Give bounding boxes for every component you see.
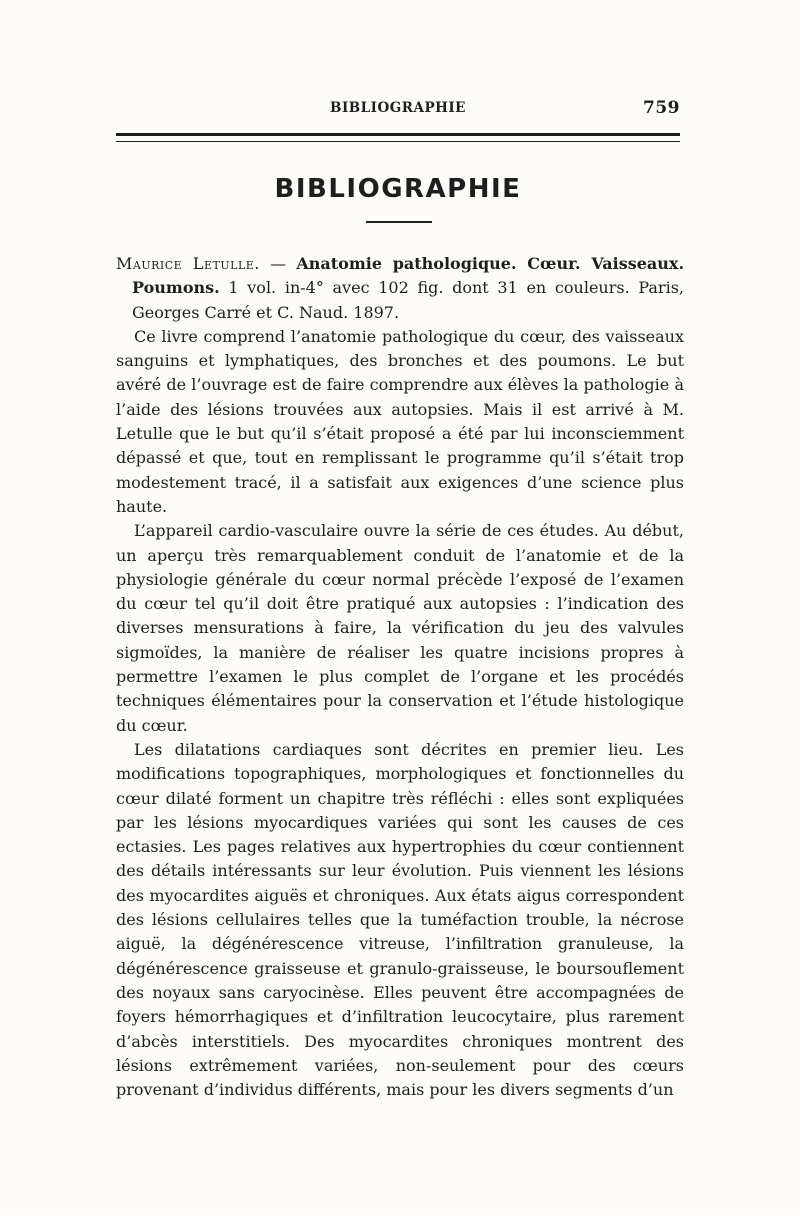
entry-dash: — xyxy=(259,254,297,273)
header-rule-thick xyxy=(116,133,680,136)
entry-author: Maurice Letulle. xyxy=(116,254,260,273)
running-title: BIBLIOGRAPHIE xyxy=(330,100,466,116)
entry-title: Anatomie pathologique. Cœur. Vaisseaux. Poumons. xyxy=(132,254,685,298)
section-title: BIBLIOGRAPHIE xyxy=(274,174,522,204)
entry-details: 1 vol. in-4° avec 102 fig. dont 31 en couleurs. Paris, Georges Carré et C. Naud. 1897. xyxy=(132,278,684,322)
bibliography-entry xyxy=(116,252,684,325)
running-head xyxy=(116,100,680,124)
text-block xyxy=(116,252,684,1102)
title-ornament-rule xyxy=(366,221,432,223)
paragraph-3: Les dilatations cardiaques sont décrites en premier lieu. Les modifications topographiques, morphologiques et fonctionnelles du cœur dilaté forment un chapitre très réfléchi : elles sont expliquées par les lésions myocardiques variées qui sont les causes de ces ectasies. Les pages relatives aux hypertrophies du cœur contiennent des détails intéressants sur leur évolution. Puis viennent les lésions des myocardites aiguës et chroniques. Aux états aigus correspondent des lésions cellulaires telles que la tuméfaction trouble, la nécrose aiguë, la dégénérescence vitreuse, l’infiltration granuleuse, la dégénérescence graisseuse et granulo-graisseuse, le boursouflement des noyaux sans caryocinèse. Elles peuvent être accompagnées de foyers hémorrhagiques et d’infiltration leucocytaire, plus rarement d’abcès interstitiels. Des myocardites chroniques montrent des lésions extrêmement variées, non-seulement pour des cœurs provenant d’individus différents, mais pour les divers segments d’un xyxy=(116,739,684,1100)
paragraph-1: Ce livre comprend l’anatomie pathologique du cœur, des vaisseaux sanguins et lymphatiques, des bronches et des poumons. Le but avéré de l’ouvrage est de faire comprendre aux élèves la pathologie à l’aide des lésions trouvées aux autopsies. Mais il est arrivé à M. Letulle que le but qu’il s’était proposé a été par lui inconsciemment dépassé et que, tout en remplissant le programme qu’il s’était trop modestement tracé, il a satisfait aux exigences d’une science plus haute. xyxy=(116,326,684,516)
header-rule-thin xyxy=(116,141,680,142)
page-number: 759 xyxy=(643,98,680,118)
paragraph-2: L’appareil cardio-vasculaire ouvre la série de ces études. Au début, un aperçu très remarquablement conduit de l’anatomie et de la physiologie générale du cœur normal précède l’exposé de l’examen du cœur tel qu’il doit être pratiqué aux autopsies : l’indication des diverses mensurations à faire, la vérification du jeu des valvules sigmoïdes, la manière de réaliser les quatre incisions propres à permettre l’examen le plus complet de l’organe et les procédés techniques élémentaires pour la conservation et l’étude histologique du cœur. xyxy=(116,521,684,735)
